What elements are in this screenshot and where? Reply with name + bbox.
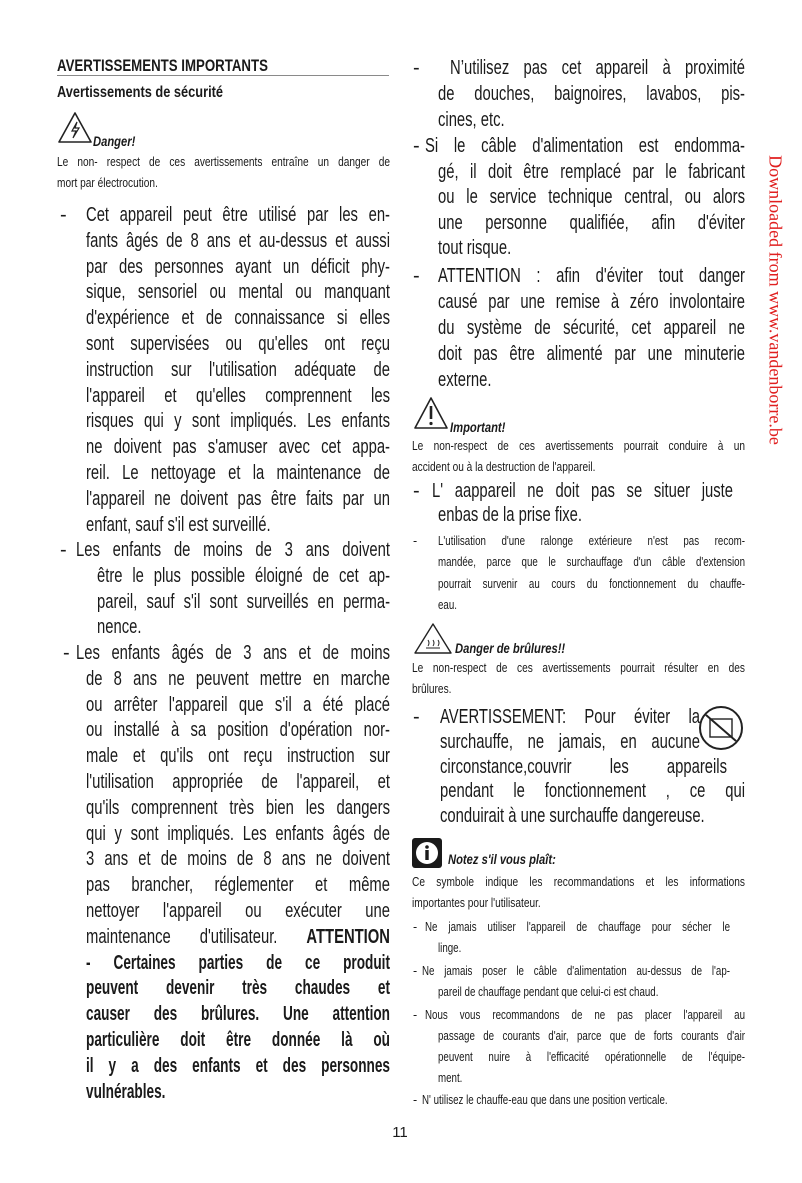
- text-line: Le non- respect de ces avertissements entraîne un danger de: [57, 154, 390, 170]
- text-line: qui y sont impliqués. Les enfants âgés de: [86, 822, 390, 845]
- text-line: pareil, sauf s'il sont surveillés en perma-: [97, 590, 390, 613]
- text-line: pendant le fonctionnement , ce qui: [440, 780, 745, 803]
- bullet-dash: -: [60, 539, 67, 561]
- text-line: L'utilisation d'une ralonge extérieure n'est pas recom-: [438, 533, 745, 548]
- text-line: Ce symbole indique les recommandations et les informations: [412, 874, 745, 890]
- text-line: de 8 ans ne peuvent mettre en marche: [86, 667, 390, 690]
- text-line: l'utilisation appropriée de l'appareil, et: [86, 771, 390, 793]
- text-line: d'expérience et de connaissance si elles: [86, 307, 390, 330]
- text-line: de douches, baignoires, lavabos, pis-: [438, 83, 745, 105]
- page-number: 11: [392, 1124, 408, 1141]
- text-line: male et qu'ils ont reçu instruction sur: [86, 745, 390, 768]
- text-line: l'appareil et qu'elles comprennent les: [86, 384, 390, 407]
- text-line: sique, sensoriel ou mental ou manquant: [86, 281, 390, 304]
- bullet-dash: -: [413, 533, 418, 548]
- text-line: brûlures.: [412, 681, 452, 697]
- bullet-dash: -: [413, 480, 420, 502]
- text-line: AVERTISSEMENT: Pour éviter la: [440, 706, 700, 728]
- text-line: Le non-respect de ces avertissements pourrait conduire à un: [412, 438, 745, 454]
- text-line: ATTENTION : afin d'éviter tout danger: [438, 265, 745, 287]
- text-line: N’utilisez pas cet appareil à proximité: [450, 57, 745, 79]
- text-line: mort par électrocution.: [57, 175, 158, 191]
- text-line: enfant, sauf s'il est surveillé.: [86, 513, 271, 536]
- text-line: ou arrêter l'appareil que s'il a été placé: [86, 693, 390, 716]
- electric-warning-icon: [57, 111, 93, 144]
- info-icon: [412, 838, 442, 868]
- text-line: ou le service technique central, ou alors: [438, 186, 745, 208]
- text-line: pourrait survenir au cours du fonctionnement du chauffe-: [438, 576, 745, 591]
- text-line: Ne jamais poser le câble d'alimentation au-dessus de l'ap-: [422, 963, 730, 978]
- text-line: Si le câble d'alimentation est endomma-: [425, 135, 745, 157]
- text-line: instruction sur l'utilisation adéquate de: [86, 358, 390, 381]
- text-line: risques qui y sont impliqués. Les enfants: [86, 410, 390, 433]
- text-line: Nous vous recommandons de ne pas placer l'appareil au: [425, 1007, 745, 1022]
- text-line: cines, etc.: [438, 109, 505, 131]
- text-line: nettoyer l'appareil ou exécuter une: [86, 900, 390, 922]
- important-label: Important!: [450, 419, 506, 435]
- bullet-dash: -: [413, 706, 420, 728]
- bullet-dash: -: [60, 204, 67, 226]
- burn-danger-label: Danger de brûlures!!: [455, 640, 566, 656]
- text-line: enbas de la prise fixe.: [438, 504, 582, 526]
- text-line: Le non-respect de ces avertissements pourrait résulter en des: [412, 660, 745, 676]
- text-line: peuvent devenir très chaudes et: [86, 977, 390, 1000]
- text-line: vulnérables.: [86, 1080, 166, 1103]
- text-line: être le plus possible éloigné de cet ap-: [97, 564, 390, 587]
- info-label: Notez s'il vous plaît:: [448, 851, 556, 867]
- text-line: L' aappareil ne doit pas se situer juste: [432, 480, 733, 502]
- text-line: mandée, parce que le surchauffage d'un câble d'extension: [438, 555, 745, 569]
- text-line: causer des brûlures. Une attention: [86, 1003, 390, 1026]
- bullet-dash: -: [413, 135, 420, 157]
- text-line: [86, 925, 390, 949]
- warning-icon: [413, 396, 449, 430]
- text-line: ou installé à sa position d'opération nor-: [86, 719, 390, 742]
- text-line: conduirait à une surchauffe dangereuse.: [440, 805, 705, 828]
- text-line: Les enfants de moins de 3 ans doivent: [76, 539, 390, 561]
- text-line: 3 ans et de moins de 8 ans ne doivent: [86, 848, 390, 871]
- text-line: causé par une remise à zéro involontaire: [438, 291, 745, 313]
- bullet-dash: -: [413, 265, 420, 287]
- text-line: peuvent nuire à l'efficacité opérationnelle de l'équipe-: [438, 1049, 745, 1064]
- section-subtitle: Avertissements de sécurité: [57, 84, 224, 101]
- text-line: accident ou à la destruction de l'appareil.: [412, 459, 596, 475]
- title-divider: [57, 75, 389, 76]
- text-line: Cet appareil peut être utilisé par les en-: [86, 204, 390, 226]
- text-line: nence.: [97, 616, 142, 639]
- text-line: - Certaines parties de ce produit: [86, 951, 390, 974]
- text-line: gé, il doit être remplacé par le fabricant: [438, 160, 745, 183]
- text-line: sont supervisées ou qu'elles ont reçu: [86, 333, 390, 355]
- text-line: particulière doit être donnée là où: [86, 1029, 390, 1051]
- hot-surface-icon: [413, 622, 453, 655]
- text-line: du système de sécurité, cet appareil ne: [438, 317, 745, 339]
- bullet-dash: -: [413, 919, 418, 934]
- section-title: AVERTISSEMENTS IMPORTANTS: [57, 56, 268, 75]
- text-line: linge.: [438, 940, 462, 955]
- text-line: eau.: [438, 598, 457, 612]
- bullet-dash: -: [413, 57, 420, 79]
- text-line: fants âgés de 8 ans et au-dessus et aussi: [86, 229, 390, 252]
- text-line: externe.: [438, 369, 492, 391]
- text-line: ment.: [438, 1070, 463, 1085]
- bullet-dash: -: [413, 963, 418, 978]
- bullet-dash: -: [413, 1007, 418, 1022]
- text-line: N' utilisez le chauffe-eau que dans une position verticale.: [422, 1092, 668, 1107]
- text-segment: maintenance d'utilisateur.: [86, 925, 307, 948]
- text-line: par des personnes ayant un déficit phy-: [86, 255, 390, 278]
- text-line: passage de courants d'air, parce que de forts courants d'air: [438, 1028, 745, 1043]
- do-not-cover-icon: [698, 705, 744, 751]
- text-line: reil. Le nettoyage et la maintenance de: [86, 462, 390, 484]
- text-line: l'appareil ne doivent pas être faits par un: [86, 487, 390, 510]
- text-line: circonstance,couvrir les appareils: [440, 755, 727, 778]
- text-line: il y a des enfants et des personnes: [86, 1054, 390, 1077]
- text-line: qu'ils comprennent très bien les dangers: [86, 796, 390, 819]
- text-line: Ne jamais utiliser l'appareil de chauffage pour sécher le: [425, 919, 730, 934]
- text-line: doit pas être alimenté par une minuterie: [438, 343, 745, 365]
- text-line: une personne qualifiée, afin d'éviter: [438, 211, 745, 234]
- bullet-dash: -: [63, 642, 70, 664]
- text-line: pareil de chauffage pendant que celui-ci est chaud.: [438, 984, 659, 999]
- watermark: Downloaded from www.vandenborre.be: [765, 155, 786, 445]
- bullet-dash: -: [413, 1092, 418, 1107]
- text-line: ne doivent pas s'amuser avec cet appa-: [86, 436, 390, 459]
- text-line: surchauffe, ne jamais, en aucune: [440, 730, 700, 753]
- text-line: tout risque.: [438, 237, 512, 259]
- text-line: importantes pour l'utilisateur.: [412, 895, 541, 911]
- text-line: pas brancher, réglementer et même: [86, 874, 390, 897]
- text-line: Les enfants âgés de 3 ans et de moins: [76, 642, 390, 664]
- danger-label: Danger!: [93, 133, 136, 149]
- emphasis-text: ATTENTION: [306, 925, 390, 948]
